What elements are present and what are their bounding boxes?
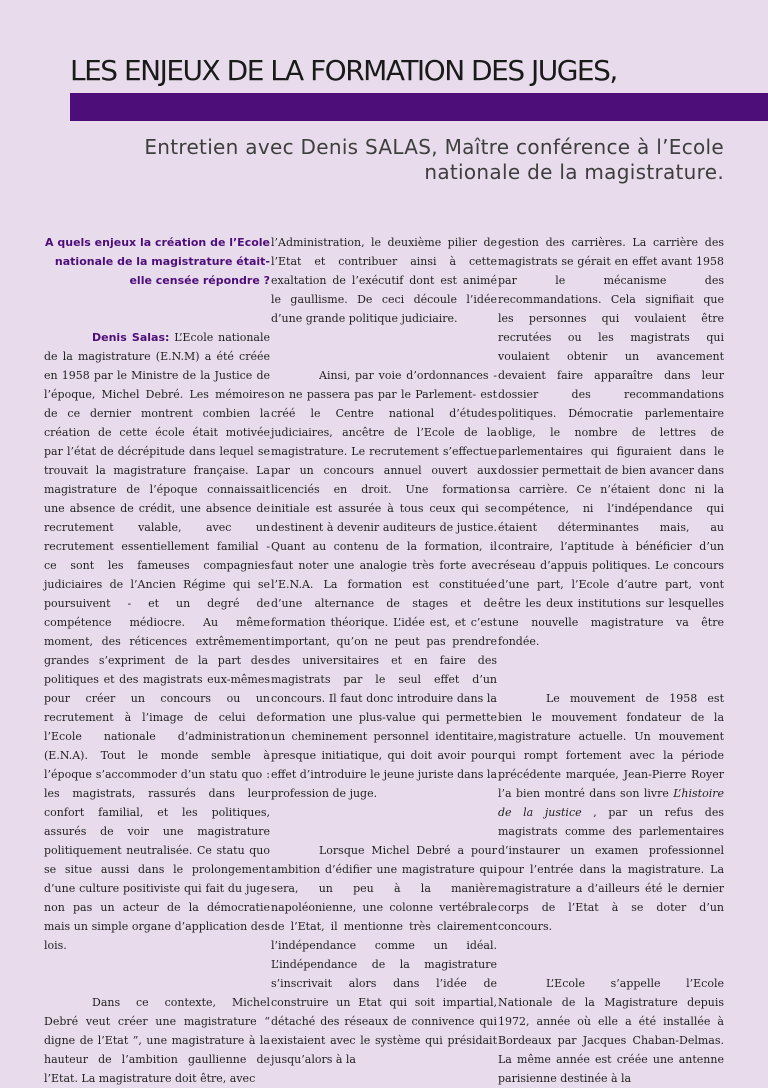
- answer-paragraph-4: Lorsque Michel Debré a pour ambition d’édifier une magistrature qui sera, un peu à la manière napoléonienne, une colonne vertébrale de l’Etat, il mentionne très clairement l’indépendance comme un idéal. L’indépendance de la magistrature s’inscrivait alors dans l’idée de construire un Etat qui soit impartial, détaché des réseaux de connivence qui existaient avec le système qui présidait jusqu’alors à la: [271, 844, 497, 1066]
- text-column-1: [44, 233, 270, 1088]
- answer-paragraph-1: [44, 328, 270, 955]
- article-subtitle: Entretien avec Denis SALAS, Maître conférence à l’Ecole nationale de la magistrature.: [144, 135, 724, 184]
- text-column-3: [498, 233, 724, 1088]
- answer-text-1: L’Ecole nationale de la magistrature (E.N.M) a été créée en 1958 par le Ministre de la Justice de l’époque, Michel Debré. Les mémoires de ce dernier montrent combien la création de cette école était motivée par l’état de décrépitude dans lequel se trouvait la magistrature française. La magistrature de l’époque connaissait une absence de crédit, une absence de recrutement valable, avec un recrutement essentiellement familial - ce sont les fameuses compagnies judiciaires de l’Ancien Régime qui se poursuivent - et un degré de compétence médiocre. Au même moment, des réticences extrêmement grandes s’expriment de la part des politiques et des magistrats eux-mêmes pour créer un concours ou un recrutement à l’image de celui de l’Ecole nationale d’administration (E.N.A). Tout le monde semble à l’époque s’accommoder d’un statu quo : les magistrats, rassurés dans leur confort familial, et les politiques, assurés de voir une magistrature politiquement neutralisée. Ce statu quo se situe aussi dans le prolongement d’une culture positiviste qui fait du juge non pas un acteur de la démocratie mais un simple organe d’application des lois.: [44, 331, 271, 952]
- article-title: LES ENJEUX DE LA FORMATION DES JUGES,: [70, 54, 617, 87]
- text-column-2: [271, 233, 497, 1069]
- answer-paragraph-2-continued: l’Administration, le deuxième pilier de l’Etat et contribuer ainsi à cette exaltation de l’exécutif dont est animé le gaullisme. De ceci découle l’idée d’une grande politique judiciaire.: [271, 236, 497, 325]
- answer-paragraph-3: Ainsi, par voie d’ordonnances -on ne passera pas par le Parlement- est créé le Centre national d’études judiciaires, ancêtre de l’Ecole de la magistrature. Le recrutement s’effectue par un concours annuel ouvert aux licenciés en droit. Une formation initiale est assurée à tous ceux qui se destinent à devenir auditeurs de justice. Quant au contenu de la formation, il faut noter une analogie très forte avec l’E.N.A. La formation est constituée d’une alternance de stages et de formation théorique. L’idée est, et c’est important, qu’on ne peut pas prendre des universitaires et en faire des magistrats par le seul effet d’un concours. Il faut donc introduire dans la formation une plus-value qui permette un cheminement personnel identitaire, presque initiatique, qui doit avoir pour effet d’introduire le jeune juriste dans la profession de juge.: [271, 369, 497, 800]
- answer-paragraph-5: Le mouvement de 1958 est bien le mouvement fondateur de la magistrature actuelle. Un mouvement qui rompt fortement avec la période précédente marquée, Jean-Pierre Royer l’a bien montré dans son livre L’histoire de la justice , par un refus des magistrats comme des parlementaires d’instaurer un examen professionnel pour l’entrée dans la magistrature. La magistrature a d’ailleurs été le dernier corps de l’Etat à se doter d’un concours.: [498, 692, 724, 933]
- answer-paragraph-2: Dans ce contexte, Michel Debré veut créer une magistrature “ digne de l’Etat ”, une magistrature à la hauteur de l’ambition gaullienne de l’Etat. La magistrature doit être, avec: [44, 996, 270, 1085]
- answer-paragraph-4-continued: gestion des carrières. La carrière des magistrats se gérait en effet avant 1958 par le mécanisme des recommandations. Cela signifiait que les personnes qui voulaient être recrutées ou les magistrats qui voulaient obtenir un avancement devaient faire apparaître dans leur dossier des recommandations politiques. Démocratie parlementaire oblige, le nombre de lettres de parlementaires qui figuraient dans le dossier permettait de bien avancer dans sa carrière. Ce n’étaient donc ni la compétence, ni l’indépendance qui étaient déterminantes mais, au contraire, l’aptitude à bénéficier d’un réseau d’appuis politiques. Le concours d’une part, l’Ecole d’autre part, vont être les deux institutions sur lesquelles une nouvelle magistrature va être fondée.: [498, 236, 724, 648]
- interview-question: A quels enjeux la création de l’Ecole nationale de la magistrature était-elle censée répondre ?: [45, 236, 270, 287]
- speaker-name: Denis Salas:: [92, 331, 170, 344]
- book-title: L’histoire de la justice: [498, 787, 724, 819]
- title-band: [70, 93, 768, 121]
- answer-paragraph-6: L’Ecole s’appelle l’Ecole Nationale de la Magistrature depuis 1972, année où elle a été installée à Bordeaux par Jacques Chaban-Delmas. La même année est créée une antenne parisienne destinée à la: [498, 977, 724, 1085]
